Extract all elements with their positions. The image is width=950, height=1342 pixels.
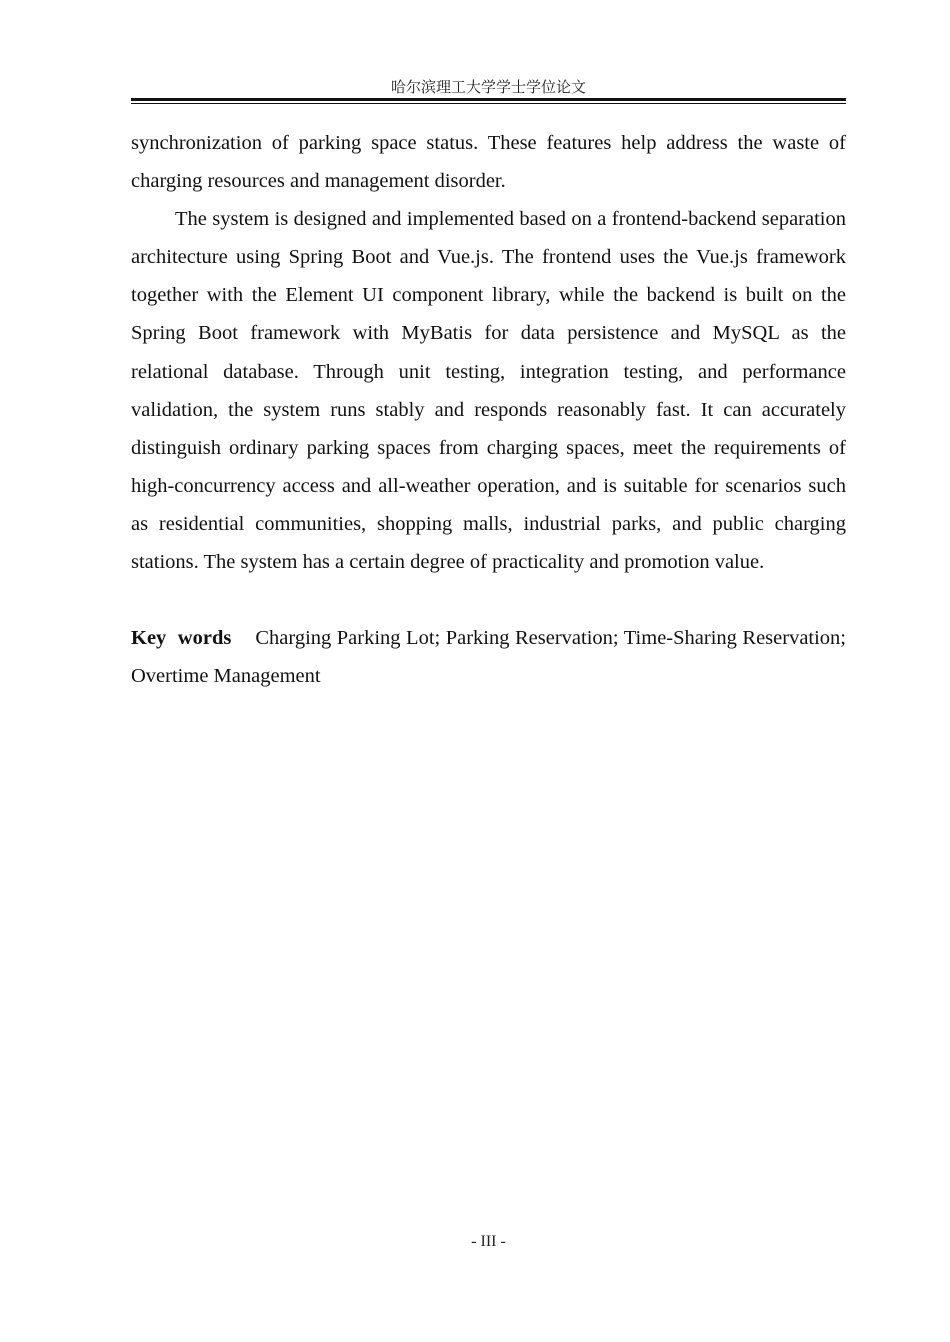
page-number: - III -: [471, 1233, 506, 1250]
keywords-line: [131, 619, 846, 695]
paragraph-system-design: The system is designed and implemented based on a frontend-backend separation architecture using Spring Boot and Vue.js. The frontend uses the Vue.js framework together with the Element UI component library, while the backend is built on the Spring Boot framework with MyBatis for data persistence and MySQL as the relational database. Through unit testing, integration testing, and performance validation, the system runs stably and responds reasonably fast. It can accurately distinguish ordinary parking spaces from charging spaces, meet the requirements of high-concurrency access and all-weather operation, and is suitable for scenarios such as residential communities, shopping malls, industrial parks, and public charging stations. The system has a certain degree of practicality and promotion value.: [131, 208, 846, 574]
header-rule-thin: [131, 103, 846, 104]
keywords-text: Charging Parking Lot; Parking Reservation; Time-Sharing Reservation; Overtime Management: [131, 627, 847, 688]
abstract-body: [131, 124, 846, 695]
paragraph-continuation: synchronization of parking space status. These features help address the waste of charging resources and management disorder.: [131, 132, 846, 193]
page-header: 哈尔滨理工大学学士学位论文: [390, 80, 586, 96]
header-rule-thick: [131, 98, 846, 101]
keywords-label: Key words: [131, 627, 232, 650]
